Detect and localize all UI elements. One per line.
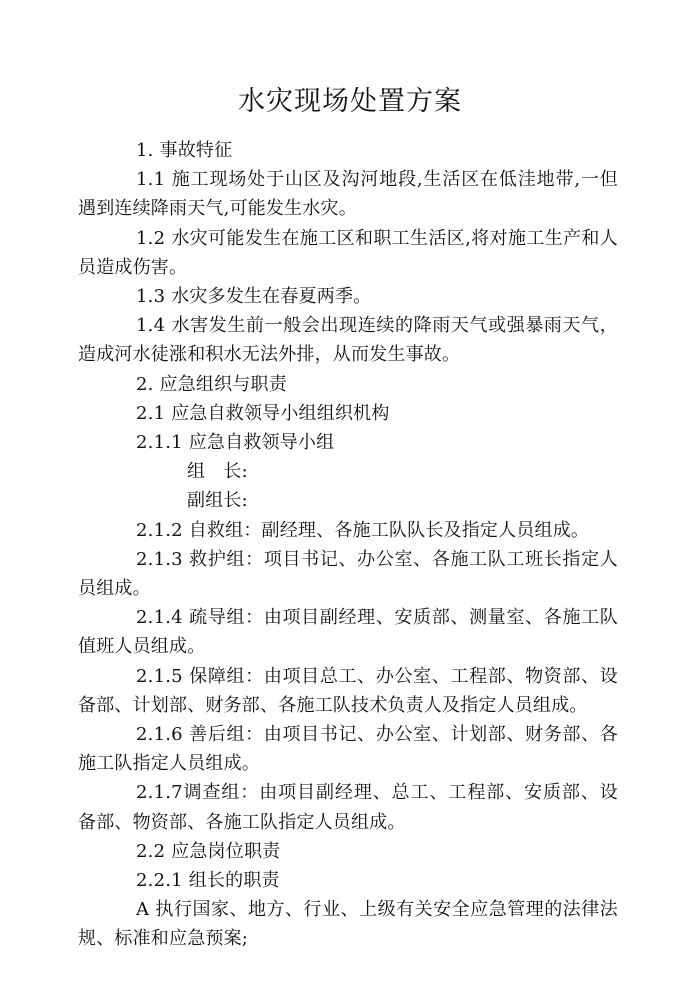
paragraph-2-1-4: 2.1.4 疏导组：由项目副经理、安质部、测量室、各施工队值班人员组成。 — [78, 607, 618, 658]
paragraph-2-1-1: 2.1.1 应急自救领导小组 — [136, 432, 335, 454]
paragraph-section-2: 2. 应急组织与职责 — [136, 373, 287, 395]
paragraph-2-2: 2.2 应急岗位职责 — [136, 840, 281, 862]
paragraph-deputy-leader: 副组长: — [187, 490, 248, 512]
paragraph-1-1: 1.1 施工现场处于山区及沟河地段,生活区在低洼地带,一但遇到连续降雨天气,可能发生水灾。 — [78, 169, 618, 220]
paragraph-2-1-3: 2.1.3 救护组：项目书记、办公室、各施工队工班长指定人员组成。 — [78, 548, 618, 600]
paragraph-2-1-7: 2.1.7调查组：由项目副经理、总工、工程部、安质部、设备部、物资部、各施工队指定人员组成。 — [78, 782, 618, 833]
paragraph-2-1-2: 2.1.2 自救组：副经理、各施工队队长及指定人员组成。 — [136, 519, 590, 541]
paragraph-2-1-6: 2.1.6 善后组：由项目书记、办公室、计划部、财务部、各施工队指定人员组成。 — [78, 724, 618, 775]
document-body — [78, 136, 618, 954]
paragraph-1-4: 1.4 水害发生前一般会出现连续的降雨天气或强暴雨天气，造成河水徒涨和积水无法外排，从而发生事故。 — [78, 315, 618, 366]
document-title: 水灾现场处置方案 — [238, 86, 462, 117]
paragraph-2-1: 2.1 应急自救领导小组组织机构 — [136, 402, 390, 424]
paragraph-1-3: 1.3 水灾多发生在春夏两季。 — [136, 286, 372, 308]
paragraph-section-1: 1. 事故特征 — [136, 140, 233, 161]
paragraph-leader: 组 长: — [187, 461, 248, 483]
paragraph-item-a: A 执行国家、地方、行业、上级有关安全应急管理的法律法规、标准和应急预案; — [78, 899, 618, 950]
paragraph-2-2-1: 2.2.1 组长的职责 — [136, 870, 280, 892]
paragraph-2-1-5: 2.1.5 保障组：由项目总工、办公室、工程部、物资部、设备部、计划部、财务部、各施工队技术负责人及指定人员组成。 — [78, 665, 618, 716]
paragraph-1-2: 1.2 水灾可能发生在施工区和职工生活区,将对施工生产和人员造成伤害。 — [78, 227, 618, 278]
